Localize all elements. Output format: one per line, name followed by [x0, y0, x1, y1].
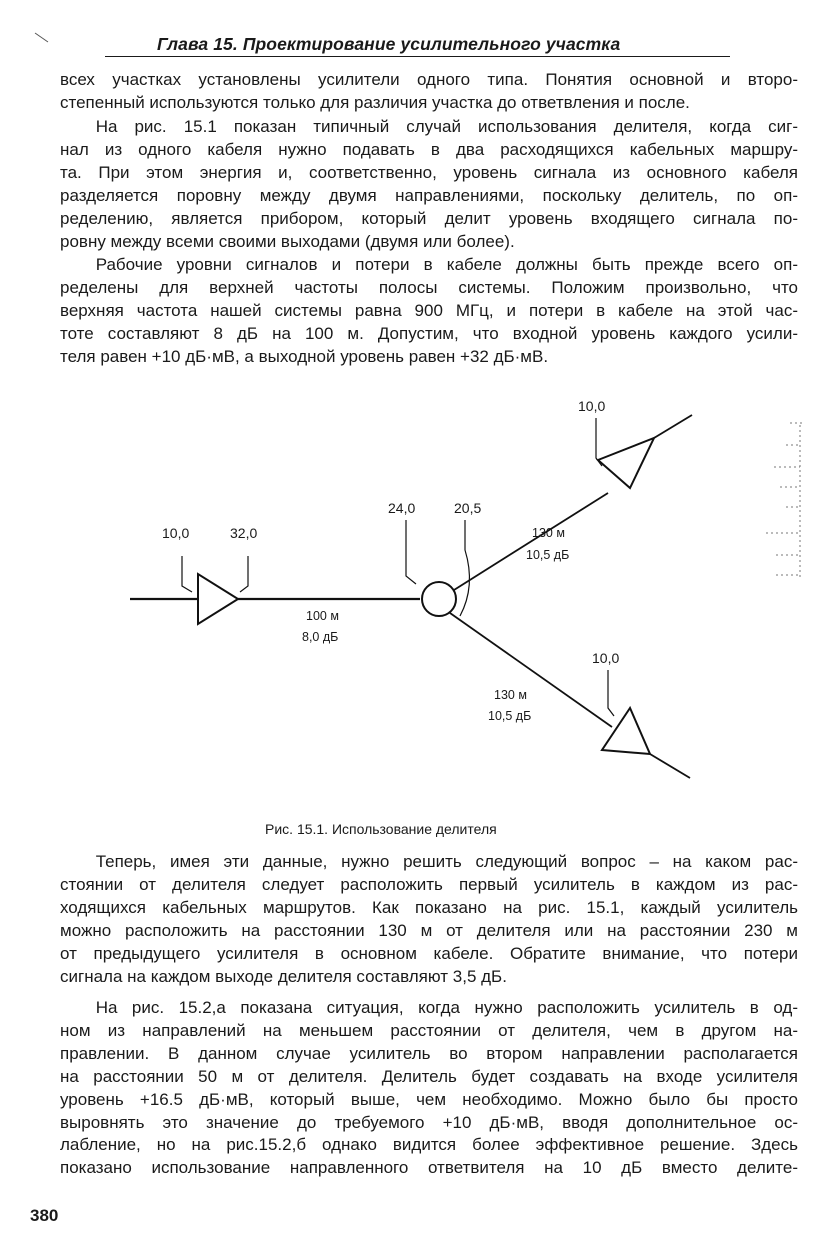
splitter-icon: [422, 582, 456, 616]
corner-mark: [34, 32, 50, 44]
paragraph-4: [60, 851, 798, 988]
lower-cable-length: 130 м: [494, 688, 527, 702]
text-line: стоянии от делителя следует расположить первый усилитель в каждом из рас-: [60, 874, 798, 894]
page-number: 380: [30, 1206, 59, 1225]
text-line: ределению, является прибором, который делит уровень входящего сигнала по-: [60, 208, 798, 228]
text-line: сигнала на каждом выходе делителя составляют 3,5 дБ.: [60, 966, 507, 986]
text-line: теля равен +10 дБ·мВ, а выходной уровень равен +32 дБ·мВ.: [60, 346, 549, 366]
text-line: степенный используются только для различия участка до ответвления и после.: [60, 92, 690, 112]
splitter-diagram: [120, 390, 700, 790]
text-line: нал из одного кабеля нужно подавать в два расходящихся кабельных маршру-: [60, 139, 798, 159]
text-line: тоте составляют 8 дБ на 100 м. Допустим, что входной уровень каждого усили-: [60, 323, 798, 343]
text-line: можно расположить на расстоянии 130 м от делителя или на расстоянии 230 м: [60, 920, 798, 940]
text-line: та. При этом энергия и, соответственно, уровень сигнала из основного кабеля: [60, 162, 798, 182]
lower-amp-in-level: 10,0: [592, 650, 620, 666]
leader-line: [240, 556, 248, 592]
text-line: разделяется поровну между двумя направлениями, поскольку делитель, по оп-: [60, 185, 798, 205]
paragraph-2: [60, 116, 798, 253]
leader-line: [460, 520, 469, 616]
text-line: лабление, но на рис.15.2,б однако видится более эффективное решение. Здесь: [60, 1135, 798, 1155]
leader-line: [182, 556, 192, 592]
text-line: на расстоянии 50 м от делителя. Делитель будет создавать на входе усилителя: [60, 1066, 798, 1086]
text-line: Теперь, имея эти данные, нужно решить следующий вопрос – на каком рас-: [95, 852, 798, 871]
splitter-diagram-svg: [120, 390, 700, 790]
text-line: от предыдущего усилителя в основном кабеле. Обратите внимание, что потери: [60, 943, 798, 963]
input-amp-out-level: 32,0: [230, 525, 258, 541]
text-line: ределены для верхней частоты полосы системы. Положим произвольно, что: [60, 277, 798, 297]
text-line: правлении. В данном случае усилитель во втором направлении располагается: [60, 1043, 798, 1063]
splitter-out-level: 20,5: [454, 500, 482, 516]
paragraph-3: [60, 254, 798, 369]
text-line: Рабочие уровни сигналов и потери в кабеле должны быть прежде всего оп-: [95, 255, 798, 274]
upper-cable-loss: 10,5 дБ: [526, 548, 570, 562]
upper-amplifier-icon: [598, 438, 654, 488]
main-cable-loss: 8,0 дБ: [302, 630, 339, 644]
upper-cable-length: 130 м: [532, 526, 565, 540]
text-line: показано использование направленного ответвителя на 10 дБ вместо делите-: [60, 1158, 798, 1178]
running-header: [105, 30, 730, 58]
input-amplifier-icon: [198, 574, 238, 624]
leader-line: [608, 670, 614, 716]
chapter-title: Глава 15. Проектирование усилительного участка: [157, 34, 621, 54]
lower-amplifier-icon: [602, 708, 650, 754]
lower-output-line: [650, 754, 690, 778]
leader-line: [406, 520, 416, 584]
header-rule: [105, 56, 730, 57]
text-line: выровнять это значение до требуемого +10 дБ·мВ, вводя дополнительное ос-: [60, 1112, 798, 1132]
scan-specks: [760, 415, 820, 595]
text-line: уровень +16.5 дБ·мВ, который выше, чем необходимо. Можно было бы просто: [60, 1089, 798, 1109]
text-line: верхняя частота нашей системы равна 900 МГц, и потери в кабеле на этой час-: [60, 300, 798, 320]
text-line: ровну между всеми своими выходами (двумя или более).: [60, 231, 515, 251]
upper-amp-in-level: 10,0: [578, 398, 606, 414]
paragraph-1: [60, 69, 798, 115]
upper-output-line: [654, 415, 692, 438]
paragraph-5: [60, 997, 798, 1180]
text-line: ном из направлений на меньшем расстоянии от делителя, чем в другом на-: [60, 1020, 798, 1040]
input-amp-in-level: 10,0: [162, 525, 190, 541]
text-line: всех участках установлены усилители одного типа. Понятия основной и второ-: [60, 70, 798, 89]
text-line: ходящихся кабельных маршрутов. Как показано на рис. 15.1, каждый усилитель: [60, 897, 798, 917]
main-cable-length: 100 м: [306, 609, 339, 623]
lower-cable-loss: 10,5 дБ: [488, 709, 532, 723]
text-line: На рис. 15.1 показан типичный случай использования делителя, когда сиг-: [95, 117, 798, 136]
figure-caption: Рис. 15.1. Использование делителя: [265, 821, 497, 837]
text-line: На рис. 15.2,а показана ситуация, когда нужно расположить усилитель в од-: [95, 998, 798, 1017]
splitter-in-level: 24,0: [388, 500, 416, 516]
